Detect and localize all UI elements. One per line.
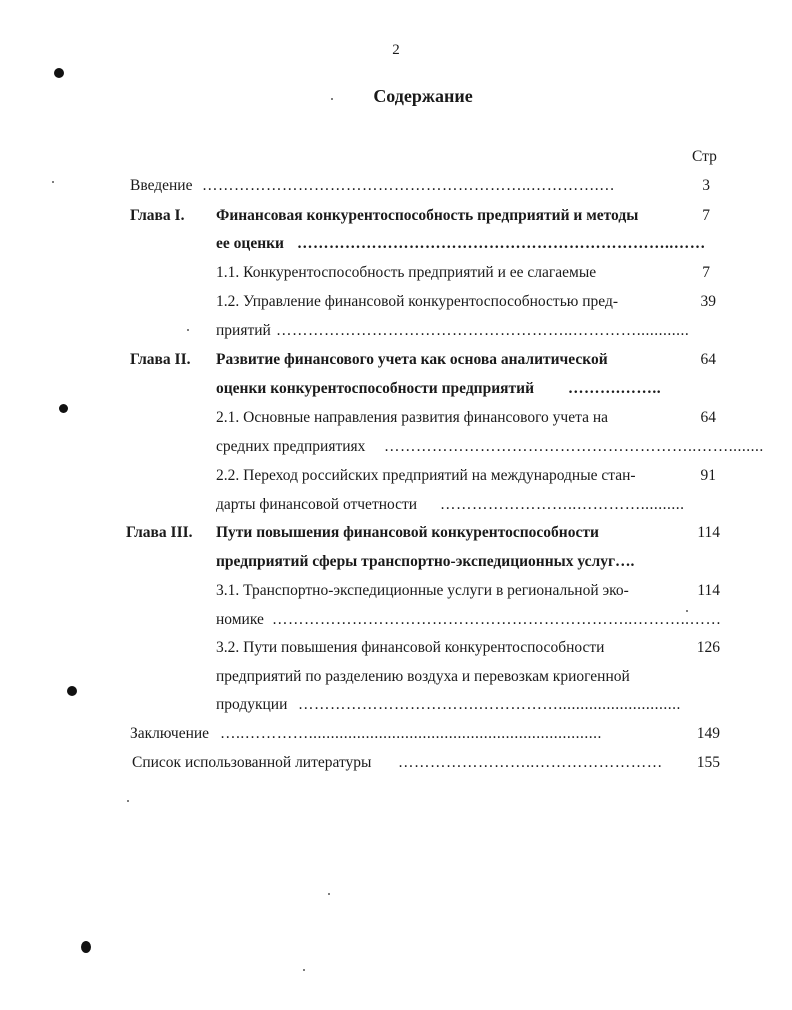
scan-spot <box>59 404 68 413</box>
toc-section-1-2-dots: ………………………………………………..…………............ <box>276 322 690 339</box>
toc-chapter-2-number: Глава II. <box>130 351 191 368</box>
toc-intro-dots: ……………………………………………………..………….… <box>202 177 616 194</box>
scan-spot <box>54 68 64 78</box>
page-column-header: Стр <box>692 148 717 165</box>
toc-section-1-1: 1.1. Конкурентоспособность предприятий и ее слагаемые <box>216 264 597 281</box>
toc-section-1-2: 1.2. Управление финансовой конкурентоспособностью пред- <box>216 293 618 310</box>
toc-references-page: 155 <box>696 754 720 771</box>
toc-references-dots: ……………………..…………………… <box>398 754 663 771</box>
toc-section-2-1-cont: средних предприятиях <box>216 438 366 455</box>
toc-section-2-2: 2.2. Переход российских предприятий на международные стан- <box>216 467 636 484</box>
toc-chapter-1-title-cont: ее оценки <box>216 235 284 252</box>
toc-chapter-3-page: 114 <box>697 524 720 541</box>
scan-spot <box>81 941 91 953</box>
toc-section-3-1-cont: номике <box>216 611 264 628</box>
toc-section-2-2-dots: ……………………..………….......... <box>440 496 685 513</box>
toc-chapter-3-title: Пути повышения финансовой конкурентоспособности <box>216 524 599 541</box>
toc-conclusion-label: Заключение <box>130 725 210 742</box>
toc-chapter-2-title-cont: оценки конкурентоспособности предприятий <box>216 380 535 397</box>
toc-conclusion-dots: …..…………................................................................... <box>220 725 602 742</box>
toc-conclusion-page: 149 <box>696 725 720 742</box>
toc-section-3-2-cont: предприятий по разделению воздуха и перевозкам криогенной <box>216 668 630 685</box>
toc-intro-label: Введение <box>130 177 193 194</box>
toc-section-1-2-cont: приятий <box>216 322 271 339</box>
page-title: Содержание <box>373 86 473 106</box>
toc-chapter-1-page: 7 <box>702 207 710 224</box>
toc-section-3-1-dots: …………………………………………………………..………..…… <box>272 611 722 628</box>
toc-chapter-2-dots: ……….…….. <box>568 380 662 397</box>
scan-speck <box>303 969 305 971</box>
toc-chapter-1-title: Финансовая конкурентоспособность предприятий и методы <box>216 207 639 224</box>
toc-section-1-1-page: 7 <box>702 264 710 281</box>
scan-speck <box>187 329 189 331</box>
toc-intro-page: 3 <box>702 177 710 194</box>
toc-chapter-2-page: 64 <box>700 351 716 368</box>
toc-chapter-1-number: Глава I. <box>130 207 185 224</box>
toc-section-3-1: 3.1. Транспортно-экспедиционные услуги в региональной эко- <box>216 582 629 599</box>
toc-section-3-2-dots: …………………………….……………............................ <box>298 696 681 713</box>
toc-chapter-3-title-cont: предприятий сферы транспортно-экспедиционных услуг…. <box>216 553 635 570</box>
toc-section-2-2-page: 91 <box>700 467 716 484</box>
toc-chapter-3-number: Глава III. <box>126 524 193 541</box>
toc-section-3-1-page: 114 <box>697 582 720 599</box>
toc-section-2-1-page: 64 <box>700 409 716 426</box>
scan-speck <box>52 181 54 183</box>
toc-section-2-1-dots: …………………………………………………..……........ <box>384 438 764 455</box>
toc-section-3-2-page: 126 <box>696 639 720 656</box>
scan-speck <box>328 893 330 895</box>
toc-chapter-2-title: Развитие финансового учета как основа аналитической <box>216 351 608 368</box>
scan-spot <box>67 686 77 696</box>
toc-section-2-2-cont: дарты финансовой отчетности <box>216 496 418 513</box>
toc-section-1-2-page: 39 <box>700 293 716 310</box>
toc-section-3-2: 3.2. Пути повышения финансовой конкурентоспособности <box>216 639 605 656</box>
toc-chapter-1-dots: ……………………………………………………………..…… <box>297 235 706 252</box>
scan-speck <box>127 800 129 802</box>
toc-section-2-1: 2.1. Основные направления развития финансового учета на <box>216 409 608 426</box>
page-number: 2 <box>392 42 400 58</box>
toc-section-3-2-cont2: продукции <box>216 696 288 713</box>
toc-references-label: Список использованной литературы <box>132 754 372 771</box>
